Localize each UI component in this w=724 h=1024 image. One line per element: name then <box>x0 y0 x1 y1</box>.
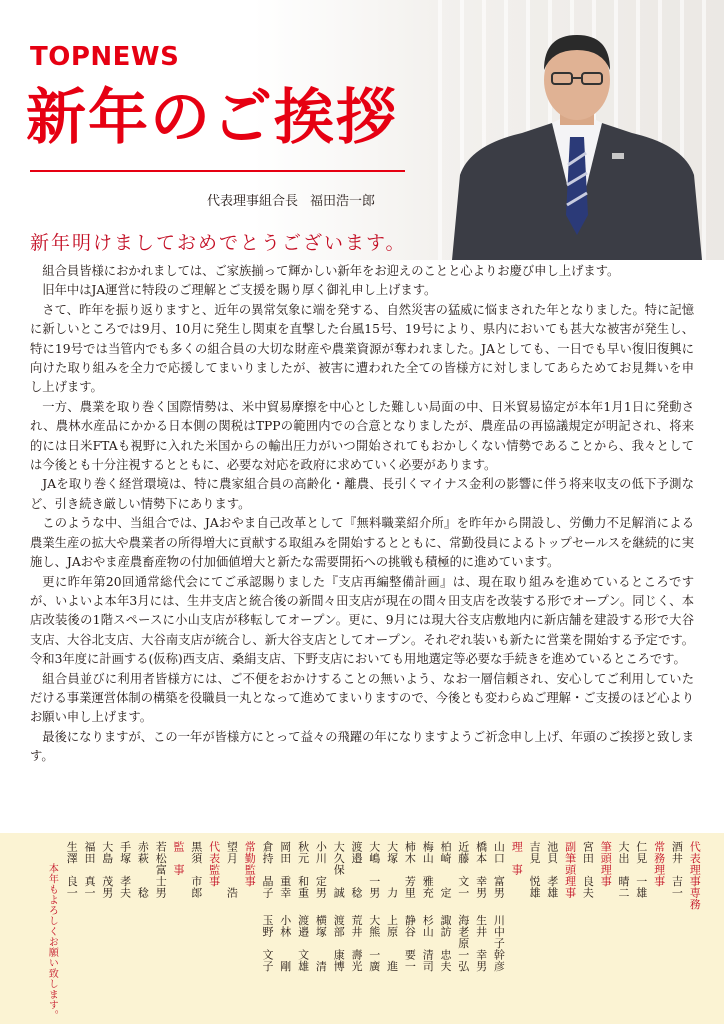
closing-message: 本年もよろしくお願い致します。 <box>46 863 58 1021</box>
officer-name: 大出 晴二 <box>617 841 630 899</box>
officer-name-pair <box>386 841 399 972</box>
officer-name-pair <box>403 841 416 972</box>
officer-role: 代表理事専務 <box>688 841 702 910</box>
officer-role: 代表監事 <box>207 841 221 887</box>
body-paragraph: 組合員皆様におかれましては、ご家族揃って輝かしい新年をお迎えのことと心よりお慶び申し上げます。 <box>42 264 620 278</box>
officer-name: 大久保 誠 <box>332 841 346 899</box>
body-paragraph: 最後になりますが、この一年が皆様方にとって益々の飛躍の年になりますようご祈念申し上げ、年頭のご挨拶と致します。 <box>30 729 694 764</box>
officer-name: 大塚 力 <box>385 841 399 899</box>
officer-name-pair <box>261 841 274 972</box>
officer-name: 酒井 吉一 <box>670 841 684 899</box>
section-kicker: TOPNEWS <box>30 42 180 72</box>
officer-name: 渡邉 文雄 <box>296 914 310 972</box>
officer-role: 筆頭理事 <box>599 841 613 887</box>
officer-role: 常務理事 <box>652 841 666 887</box>
officer-name: 生澤 良一 <box>65 841 79 899</box>
officer-name: 望月 浩 <box>225 841 239 899</box>
officer-name: 梅山 雅充 <box>421 841 435 899</box>
officer-name-pair <box>492 841 505 972</box>
body-paragraph: 一方、農業を取り巻く国際情勢は、米中貿易摩擦を中心とした難しい局面の中、日米貿易協定が本年1月1日に発動され、農林水産品にかかる日本側の関税はTPPの範囲内での合意となりましたが、農産品の再協議規定が明記され、将来的には日米FTAも視野に入れた米国からの輸出圧力がいつ開始されてもおかしくない情勢であることから、我々としては今後とも十分注視するとともに、必要な対応を政府に求めていく必要があります。 <box>30 399 694 473</box>
officer-name-pair <box>421 841 434 972</box>
officer-name: 手塚 孝夫 <box>118 841 132 899</box>
officer-name: 仁見 一雄 <box>634 841 648 899</box>
officer-name: 若松富士男 <box>154 841 168 899</box>
officer-name: 岡田 重幸 <box>278 841 292 899</box>
author-role: 代表理事組合長 <box>207 194 299 209</box>
officer-name: 杉山 清司 <box>421 914 435 972</box>
officer-name: 近藤 文一 <box>456 841 470 899</box>
officer-name: 上原 進 <box>385 914 399 972</box>
officer-name: 柿木 芳里 <box>403 841 417 899</box>
officer-board <box>0 833 724 1024</box>
officer-name: 赤萩 稔 <box>136 841 150 899</box>
officer-role: 副筆頭理事 <box>563 841 577 899</box>
officer-name: 山口 富男 <box>492 841 506 899</box>
officer-role: 常勤監事 <box>243 841 257 887</box>
title-underline <box>30 170 405 172</box>
author-portrait <box>452 25 702 260</box>
portrait-tie <box>566 137 588 235</box>
officer-name: 荒井 壽光 <box>350 914 363 972</box>
officer-name: 福田 真一 <box>83 841 96 899</box>
officer-name: 吉見 悦雄 <box>528 841 541 899</box>
officer-name: 小川 定男 <box>314 841 328 899</box>
officer-name: 渡邉 稔 <box>350 841 363 899</box>
officer-name: 秋元 和重 <box>296 841 310 899</box>
officer-name-pair <box>297 841 310 972</box>
officer-name: 橋本 幸男 <box>474 841 488 899</box>
body-paragraph: このような中、当組合では、JAおやま自己改革として『無料職業紹介所』を昨年から開設し、労働力不足解消による農業生産の拡大や農業者の所得増大に貢献する取組みを開始するとともに、常勤役員によるトップセールスを継続的に実施し、JAおやま産農畜産物の付加価値増大と新たな需要開拓への挑戦も積極的に進めています。 <box>30 516 694 570</box>
officer-role: 監 事 <box>172 841 185 876</box>
officer-name-pair <box>350 841 363 972</box>
officer-name: 横塚 清 <box>314 914 328 972</box>
body-paragraph: さて、昨年を振り返りますと、近年の異常気象に端を発する、自然災害の猛威に悩まされた年となりました。特に記憶に新しいところでは9月、10月に発生し関東を直撃した台風15号、19号により、県内においても甚大な被害が発生し、特に19号では当管内でも多くの組合員の大切な財産や農業資源が奪われました。JAとしても、一日でも早い復旧復興に向けた取り組みを全力で応援してまいりましたが、被害に遭われた全ての皆様方に対しましてあらためてお見舞いを申し上げます。 <box>30 302 694 395</box>
officer-name-pair <box>457 841 470 972</box>
page-title: 新年のご挨拶 <box>26 83 398 153</box>
officer-name: 海老原一弘 <box>456 914 470 972</box>
officer-name: 池貝 孝雄 <box>545 841 559 899</box>
officer-name: 川中子幹彦 <box>492 914 506 972</box>
officer-name: 大嶋 一男 <box>367 841 381 899</box>
author-line <box>207 190 375 209</box>
officer-name: 静谷 要一 <box>403 914 417 972</box>
greeting-headline: 新年明けましておめでとうございます。 <box>30 232 407 254</box>
officer-name: 渡部 康博 <box>332 914 346 972</box>
officer-name-pair <box>279 841 292 972</box>
officer-name: 宮田 良夫 <box>581 841 595 899</box>
officer-name-pair <box>332 841 345 972</box>
officer-name: 大熊 一廣 <box>367 914 381 972</box>
officer-name: 諏訪 忠夫 <box>439 914 452 972</box>
message-body <box>30 262 694 767</box>
officer-name-pair <box>475 841 488 972</box>
officer-name-pair <box>439 841 452 972</box>
portrait-badge <box>612 153 624 159</box>
officer-name: 玉野 文子 <box>261 914 274 972</box>
officer-name-pair <box>368 841 381 972</box>
body-paragraph: 組合員並びに利用者皆様方には、ご不便をおかけすることの無いよう、なお一層信頼され、安心してご利用していただける事業運営体制の構築を役職員一丸となって進めてまいりますので、今後とも変わらぬご理解・ご支援のほど心よりお願い申し上げます。 <box>30 671 694 725</box>
body-paragraph: JAを取り巻く経営環境は、特に農家組合員の高齢化・離農、長引くマイナス金利の影響に伴う将来収支の低下予測など、引き続き厳しい情勢下にあります。 <box>30 477 694 511</box>
officer-name-pair <box>314 841 327 972</box>
officer-name: 生井 幸男 <box>474 914 488 972</box>
body-paragraph: 旧年中はJA運営に特段のご理解とご支援を賜り厚く御礼申し上げます。 <box>42 283 437 298</box>
officer-role: 理 事 <box>510 841 524 876</box>
officer-name: 大島 茂男 <box>100 841 114 899</box>
officer-name: 小林 剛 <box>278 914 292 972</box>
officer-name: 倉持 晶子 <box>261 841 274 899</box>
author-name: 福田浩一郎 <box>310 194 376 209</box>
officer-name: 黒須 市郎 <box>189 841 203 899</box>
body-paragraph: 更に昨年第20回通常総代会にてご承認賜りました『支店再編整備計画』は、現在取り組みを進めているところですが、いよいよ本年3月には、生井支店と統合後の新間々田支店が現在の間々田支店を改装する形でオープン。同じく、本店改装後の1階スペースに小山支店が移転してオープン。更に、9月には現大谷支店敷地内に新店舗を建設する形で大谷支店、大谷北支店、大谷南支店が統合し、新大谷支店としてオープン。それぞれ装いも新たに営業を開始する予定です。令和3年度に計画する(仮称)西支店、桑絹支店、下野支店においても用地選定等必要な手続きを進めているところです。 <box>30 574 694 667</box>
officer-name: 柏崎 定 <box>439 841 452 899</box>
